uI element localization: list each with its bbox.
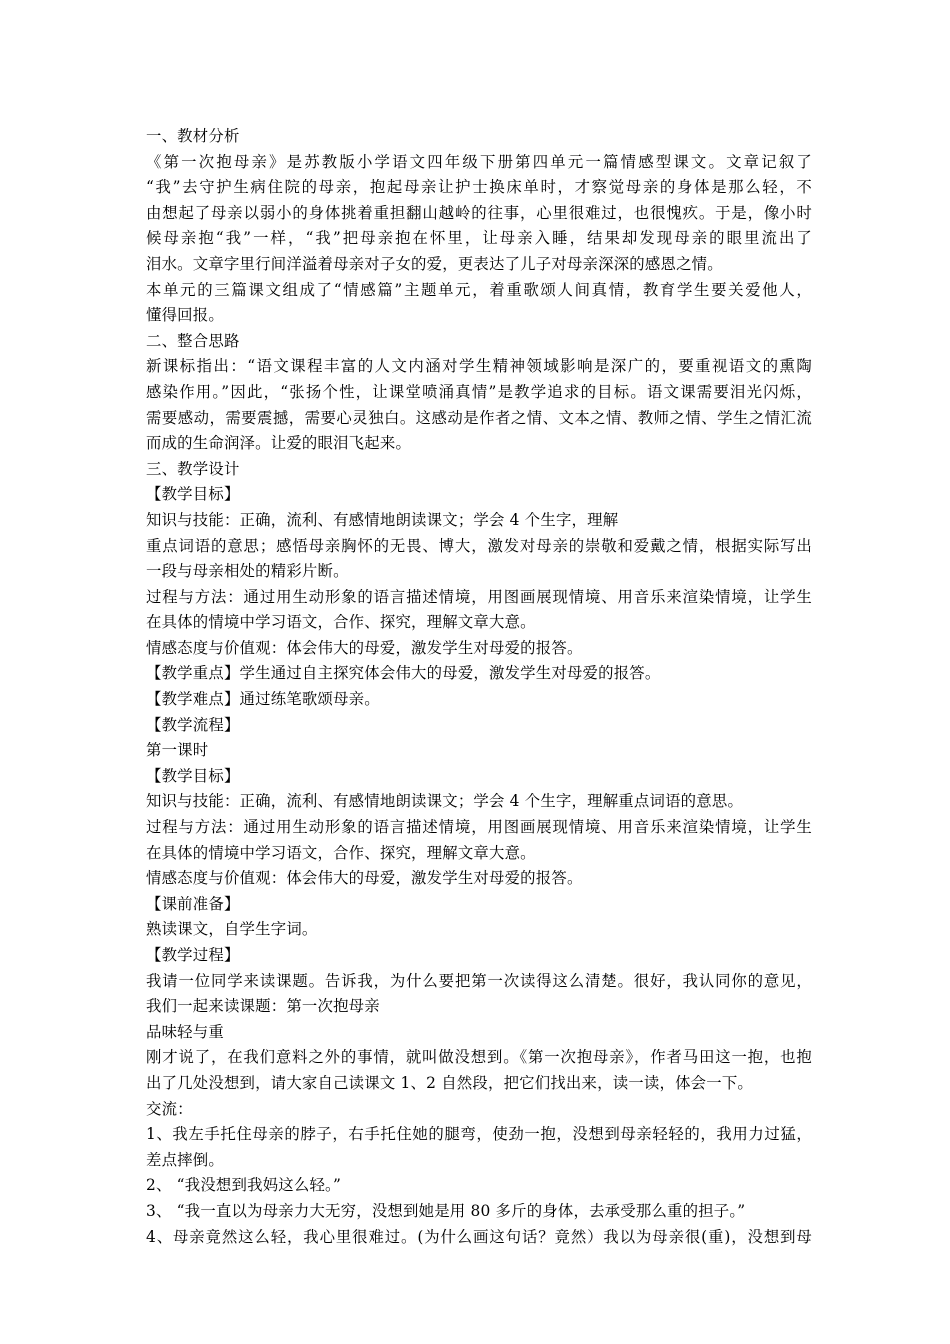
text-line: 感染作用。”因此，“张扬个性，让课堂喷涌真情”是教学追求的目标。语文课需要泪光闪烁， xyxy=(146,382,812,401)
text-line: 泪水。文章字里行间洋溢着母亲对子女的爱，更表达了儿子对母亲深深的感恩之情。 xyxy=(146,254,723,273)
text-line: 在具体的情境中学习语文，合作、探究，理解文章大意。 xyxy=(146,843,536,862)
text-line: 1、我左手托住母亲的脖子，右手托住她的腿弯，使劲一抱，没想到母亲轻轻的，我用力过猛， xyxy=(146,1125,812,1144)
text-line: 候母亲抱“我”一样，“我”把母亲抱在怀里，让母亲入睡，结果却发现母亲的眼里流出了 xyxy=(146,229,812,248)
text-line: 重点词语的意思；感悟母亲胸怀的无畏、博大，激发对母亲的崇敬和爱戴之情，根据实际写出 xyxy=(146,536,812,555)
text-line: 2、 “我没想到我妈这么轻。” xyxy=(146,1176,342,1195)
text-line: 在具体的情境中学习语文，合作、探究，理解文章大意。 xyxy=(146,613,536,632)
text-line: 第一课时 xyxy=(146,741,209,760)
text-line: 3、 “我一直以为母亲力大无穷，没想到她是用 80 多斤的身体，去承受那么重的担子。” xyxy=(146,1201,746,1220)
text-line: 新课标指出：“语文课程丰富的人文内涵对学生精神领域影响是深广的，要重视语文的熏陶 xyxy=(146,357,812,376)
text-line: 4、母亲竟然这么轻，我心里很难过。(为什么画这句话？竟然）我以为母亲很(重)，没想到母 xyxy=(146,1227,812,1246)
text-line: 本单元的三篇课文组成了“情感篇”主题单元，着重歌颂人间真情，教育学生要关爱他人， xyxy=(146,280,812,299)
text-line: 【课前准备】 xyxy=(146,894,240,913)
text-line: 我们一起来读课题：第一次抱母亲 xyxy=(146,997,380,1016)
text-line: 刚才说了，在我们意料之外的事情，就叫做没想到。《第一次抱母亲》，作者马田这一抱，也抱 xyxy=(146,1048,812,1067)
text-line: 二、整合思路 xyxy=(146,331,240,350)
text-line: 出了几处没想到，请大家自己读课文 1、2 自然段，把它们找出来，读一读，体会一下。 xyxy=(146,1073,754,1092)
text-line: 品味轻与重 xyxy=(146,1022,224,1041)
text-line: 过程与方法：通过用生动形象的语言描述情境，用图画展现情境、用音乐来渲染情境，让学生 xyxy=(146,818,812,837)
text-line: 情感态度与价值观：体会伟大的母爱，激发学生对母爱的报答。 xyxy=(146,638,583,657)
text-line: 【教学过程】 xyxy=(146,946,240,964)
text-line: 三、教学设计 xyxy=(146,459,240,478)
text-line: 交流： xyxy=(146,1099,193,1118)
text-line: 而成的生命润泽。让爱的眼泪飞起来。 xyxy=(146,434,412,453)
text-line: 由想起了母亲以弱小的身体挑着重担翻山越岭的往事，心里很难过，也很愧疚。于是，像小时 xyxy=(146,203,812,222)
text-line: 差点摔倒。 xyxy=(146,1150,224,1169)
text-line: 【教学难点】通过练笔歌颂母亲。 xyxy=(146,690,380,709)
text-line: 【教学流程】 xyxy=(146,715,240,734)
text-line: “我”去守护生病住院的母亲，抱起母亲让护士换床单时，才察觉母亲的身体是那么轻，不 xyxy=(146,178,812,197)
text-line: 知识与技能：正确，流利、有感情地朗读课文；学会 4 个生字，理解 xyxy=(146,510,619,529)
text-line: 一段与母亲相处的精彩片断。 xyxy=(146,562,349,581)
text-line: 懂得回报。 xyxy=(146,306,224,325)
document-body xyxy=(146,124,812,1250)
text-line: 《第一次抱母亲》是苏教版小学语文四年级下册第四单元一篇情感型课文。文章记叙了 xyxy=(146,152,812,171)
text-line: 我请一位同学来读课题。告诉我，为什么要把第一次读得这么清楚。很好，我认同你的意见， xyxy=(146,971,812,990)
text-line: 过程与方法：通过用生动形象的语言描述情境，用图画展现情境、用音乐来渲染情境，让学生 xyxy=(146,587,812,606)
text-line: 情感态度与价值观：体会伟大的母爱，激发学生对母爱的报答。 xyxy=(146,869,583,888)
text-line: 一、教材分析 xyxy=(146,127,240,145)
text-line: 熟读课文，自学生字词。 xyxy=(146,920,318,939)
text-line: 知识与技能：正确，流利、有感情地朗读课文；学会 4 个生字，理解重点词语的意思。 xyxy=(146,792,744,811)
text-line: 【教学重点】学生通过自主探究体会伟大的母爱，激发学生对母爱的报答。 xyxy=(146,664,661,683)
text-line: 需要感动，需要震撼，需要心灵独白。这感动是作者之情、文本之情、教师之情、学生之情汇流 xyxy=(146,408,812,427)
text-line: 【教学目标】 xyxy=(146,766,240,785)
text-line: 【教学目标】 xyxy=(146,485,240,504)
